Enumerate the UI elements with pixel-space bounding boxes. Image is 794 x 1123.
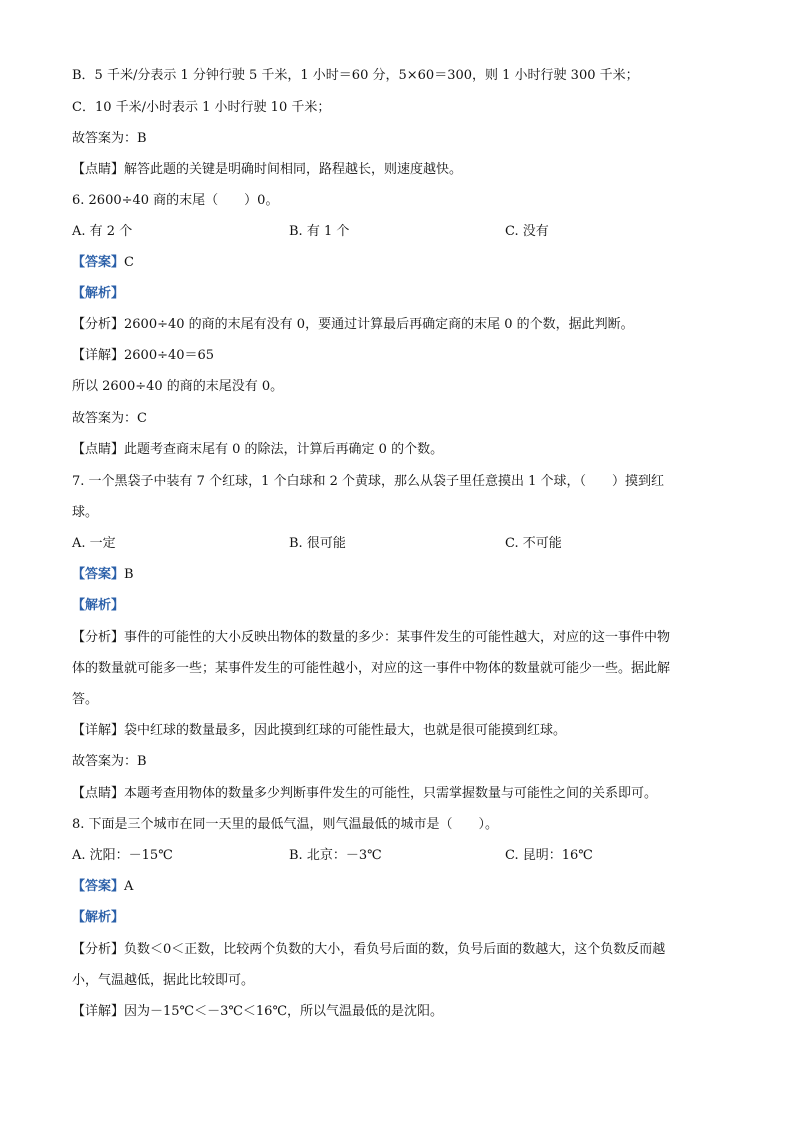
comment-tag: 【点睛】 (72, 442, 125, 457)
comment-text: 此题考查商末尾有 0 的除法，计算后再确定 0 的个数。 (124, 442, 444, 457)
q7-comment (72, 786, 657, 802)
q7-stem-line1: 7. 一个黑袋子中装有 7 个红球，1 个白球和 2 个黄球，那么从袋子里任意摸出 1 个球，（ ）摸到红 (72, 474, 665, 489)
q7-analysis-header: 【解析】 (72, 598, 125, 613)
fenxi-tag: 【分析】 (72, 317, 125, 332)
q8-stem: 8. 下面是三个城市在同一天里的最低气温，则气温最低的城市是（ ）。 (72, 817, 499, 832)
q7-option-a: A. 一定 (72, 536, 116, 551)
q5-option-c-explanation: C．10 千米/小时表示 1 小时行驶 10 千米； (72, 100, 331, 115)
answer-value: B (124, 567, 134, 582)
answer-tag: 【答案】 (72, 255, 125, 270)
xiangjie-text: 2600÷40＝65 (124, 348, 215, 363)
fenxi-text: 事件的可能性的大小反映出物体的数量的多少：某事件发生的可能性越大，对应的这一事件中物 (124, 630, 671, 645)
q6-xiangjie (72, 348, 214, 364)
q8-analysis-header: 【解析】 (72, 910, 125, 925)
xiangjie-text: 因为－15℃＜－3℃＜16℃，所以气温最低的是沈阳。 (124, 1004, 443, 1019)
xiangjie-tag: 【详解】 (72, 1004, 125, 1019)
q6-option-b: B. 有 1 个 (289, 224, 350, 239)
q7-fenxi-line3: 答。 (72, 692, 99, 707)
q7-fenxi-line2: 体的数量就可能多一些；某事件发生的可能性越小，对应的这一事件中物体的数量就可能少一些。据此解 (72, 661, 671, 676)
q6-final-answer: 故答案为：C (72, 411, 147, 426)
q8-option-b: B. 北京：－3℃ (289, 848, 382, 863)
q7-fenxi-line1 (72, 630, 670, 646)
q7-xiangjie (72, 723, 566, 739)
q6-conclusion: 所以 2600÷40 的商的末尾没有 0。 (72, 379, 284, 394)
q8-xiangjie (72, 1004, 443, 1020)
q8-answer (72, 879, 133, 895)
xiangjie-tag: 【详解】 (72, 723, 125, 738)
comment-text: 解答此题的关键是明确时间相同，路程越长，则速度越快。 (124, 162, 463, 177)
q6-answer (72, 255, 134, 271)
q6-comment (72, 442, 443, 458)
fenxi-text: 2600÷40 的商的末尾有没有 0，要通过计算最后再确定商的末尾 0 的个数，据此判断。 (124, 317, 634, 332)
comment-tag: 【点睛】 (72, 162, 125, 177)
q8-option-c: C. 昆明：16℃ (505, 848, 593, 863)
q7-stem-line2: 球。 (72, 505, 99, 520)
q5-comment (72, 162, 462, 178)
q8-fenxi-line1 (72, 942, 665, 958)
answer-value: A (124, 879, 134, 894)
comment-tag: 【点睛】 (72, 786, 125, 801)
fenxi-tag: 【分析】 (72, 942, 125, 957)
q6-option-c: C. 没有 (505, 224, 549, 239)
q6-analysis-header: 【解析】 (72, 286, 125, 301)
xiangjie-tag: 【详解】 (72, 348, 125, 363)
q7-answer (72, 567, 134, 583)
answer-tag: 【答案】 (72, 567, 125, 582)
answer-tag: 【答案】 (72, 879, 125, 894)
q5-final-answer: 故答案为：B (72, 131, 147, 146)
fenxi-tag: 【分析】 (72, 630, 125, 645)
q6-fenxi (72, 317, 634, 333)
answer-value: C (124, 255, 134, 270)
q7-final-answer: 故答案为：B (72, 754, 147, 769)
q6-stem: 6. 2600÷40 商的末尾（ ）0。 (72, 193, 279, 208)
q8-option-a: A. 沈阳：－15℃ (72, 848, 173, 863)
comment-text: 本题考查用物体的数量多少判断事件发生的可能性，只需掌握数量与可能性之间的关系即可。 (124, 786, 658, 801)
q7-option-c: C. 不可能 (505, 536, 562, 551)
q8-fenxi-line2: 小，气温越低，据此比较即可。 (72, 973, 255, 988)
fenxi-text: 负数＜0＜正数，比较两个负数的大小，看负号后面的数，负号后面的数越大，这个负数反而越 (124, 942, 666, 957)
xiangjie-text: 袋中红球的数量最多，因此摸到红球的可能性最大，也就是很可能摸到红球。 (124, 723, 567, 738)
q6-option-a: A. 有 2 个 (72, 224, 133, 239)
q7-option-b: B. 很可能 (289, 536, 346, 551)
q5-option-b-explanation: B．5 千米/分表示 1 分钟行驶 5 千米，1 小时＝60 分，5×60＝300，则 1 小时行驶 300 千米； (72, 68, 639, 83)
